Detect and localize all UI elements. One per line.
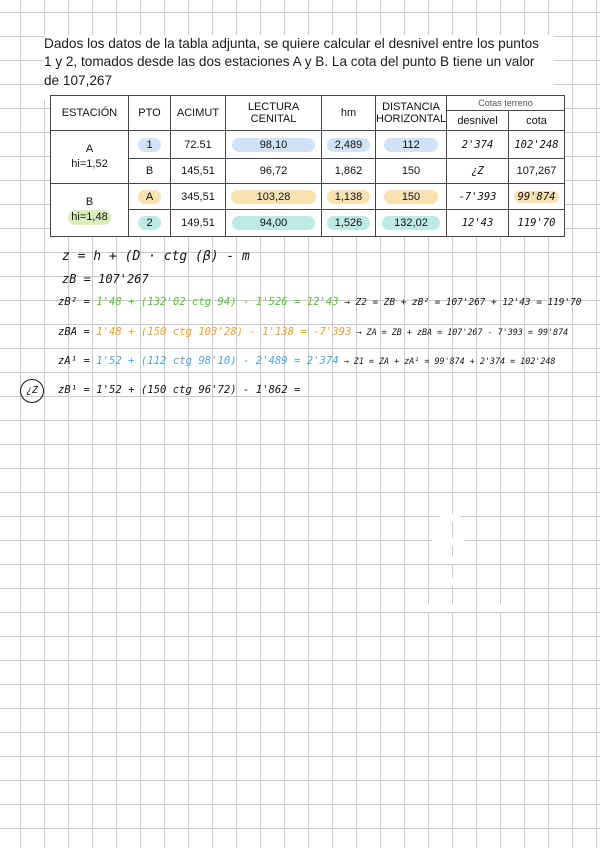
header-pto: PTO [129,96,171,131]
problem-line-2: 1 y 2, tomados desde las dos estaciones A y B. La cota del punto B tiene un valor [44,54,535,70]
pto-value: 2 [138,216,160,230]
header-lectura-line2: CENITAL [250,113,297,125]
cell-distancia: 150 [376,159,447,184]
header-acimut: ACIMUT [171,96,226,131]
calc-line-green [58,296,581,308]
calc-green-result: → Z2 = ZB + zB² = 107'267 + 12'43 = 119'70 [338,297,582,308]
header-lectura-line1: LECTURA [247,101,300,113]
hm-value: 2,489 [327,138,371,152]
table-header-row [51,96,565,111]
calc-blue-expression: 1'52 + (112 ctg 98'10) - 2'489 = 2'374 [96,355,339,367]
zb-value-line: zB = 107'267 [62,272,149,286]
cell-hm [322,210,376,237]
calc-line-blue [58,355,555,367]
cell-acimut: 345,51 [171,183,226,210]
hm-value: 1,138 [327,190,371,204]
cell-hm [322,131,376,159]
calc-line-last: zB¹ = 1'52 + (150 ctg 96'72) - 1'862 = [58,384,301,396]
header-cota: cota [509,111,565,131]
grid-patch [448,578,460,586]
grid-patch [440,556,470,564]
cell-cota: 102'248 [509,131,565,159]
cell-lectura [226,131,322,159]
station-a-hi: hi=1,52 [71,157,108,170]
cell-lectura [226,210,322,237]
calc-line-orange [58,326,568,338]
cell-distancia [376,131,447,159]
cell-cota [509,183,565,210]
cell-pto [129,183,171,210]
cell-desnivel: ¿Z [447,159,509,184]
header-distancia-line2: HORIZONTAL [376,113,447,125]
table-row [51,131,565,159]
problem-statement [44,35,554,100]
distancia-value: 150 [384,190,438,204]
cell-cota: 119'70 [509,210,565,237]
cell-pto [129,131,171,159]
lectura-value: 94,00 [232,216,316,230]
station-b-hi: hi=1,48 [68,210,110,225]
pto-value: 1 [138,138,160,152]
header-distancia-line1: DISTANCIA [382,101,440,113]
cell-acimut: 72.51 [171,131,226,159]
header-distancia-horizontal [376,96,447,131]
survey-data-table [50,95,565,237]
cell-pto [129,210,171,237]
cell-lectura: 96,72 [226,159,322,184]
station-a-name: A [85,142,94,155]
table-row [51,183,565,210]
header-lectura-cenital [226,96,322,131]
pto-value: A [138,190,161,204]
calc-orange-lhs: zBA = [58,326,97,338]
calc-blue-result: → Z1 = ZA + zA¹ = 99'874 + 2'374 = 102'248 [338,356,556,366]
station-b-name: B [85,195,94,208]
cell-distancia [376,210,447,237]
cell-distancia [376,183,447,210]
hm-value: 1,526 [327,216,371,230]
table-row [51,159,565,184]
cell-desnivel: 12'43 [447,210,509,237]
grid-patch [432,538,464,546]
grid-patch [500,604,524,612]
cota-value: 99'874 [514,191,560,203]
lectura-value: 98,10 [232,138,316,152]
grid-patch [420,604,458,612]
table-row [51,210,565,237]
cell-desnivel: -7'393 [447,183,509,210]
grid-patch [440,514,460,522]
header-estacion: ESTACIÓN [51,96,129,131]
distancia-value: 132,02 [382,216,440,230]
cell-desnivel: 2'374 [447,131,509,159]
problem-line-3: de 107,267 [44,72,113,88]
calc-blue-lhs: zA¹ = [58,355,97,367]
calc-orange-expression: 1'48 + (150 ctg 103'28) - 1'138 = -7'393 [96,326,352,338]
cell-acimut: 145,51 [171,159,226,184]
calc-green-lhs: zB² = [58,296,97,308]
station-b-cell [51,183,129,236]
station-a-cell [51,131,129,184]
cell-acimut: 149,51 [171,210,226,237]
calc-green-expression: 1'48 + (132'02 ctg 94) - 1'526 = 12'43 [96,296,339,308]
calc-orange-result: → ZA = ZB + zBA = 107'267 - 7'393 = 99'874 [351,327,569,337]
lectura-value: 103,28 [231,190,317,204]
cell-lectura [226,183,322,210]
cell-pto: B [129,159,171,184]
distancia-value: 112 [384,138,438,152]
cell-hm [322,183,376,210]
formula-line: z = h + (D · ctg (β) - m [62,249,250,264]
problem-line-1: Dados los datos de la tabla adjunta, se quiere calcular el desnivel entre los puntos [44,36,539,51]
circled-unknown-label: ¿Z [20,379,44,403]
cell-hm: 1,862 [322,159,376,184]
header-hm: hm [322,96,376,131]
header-desnivel: desnivel [447,111,509,131]
cell-cota: 107,267 [509,159,565,184]
header-cotas-terreno: Cotas terreno [447,96,565,111]
